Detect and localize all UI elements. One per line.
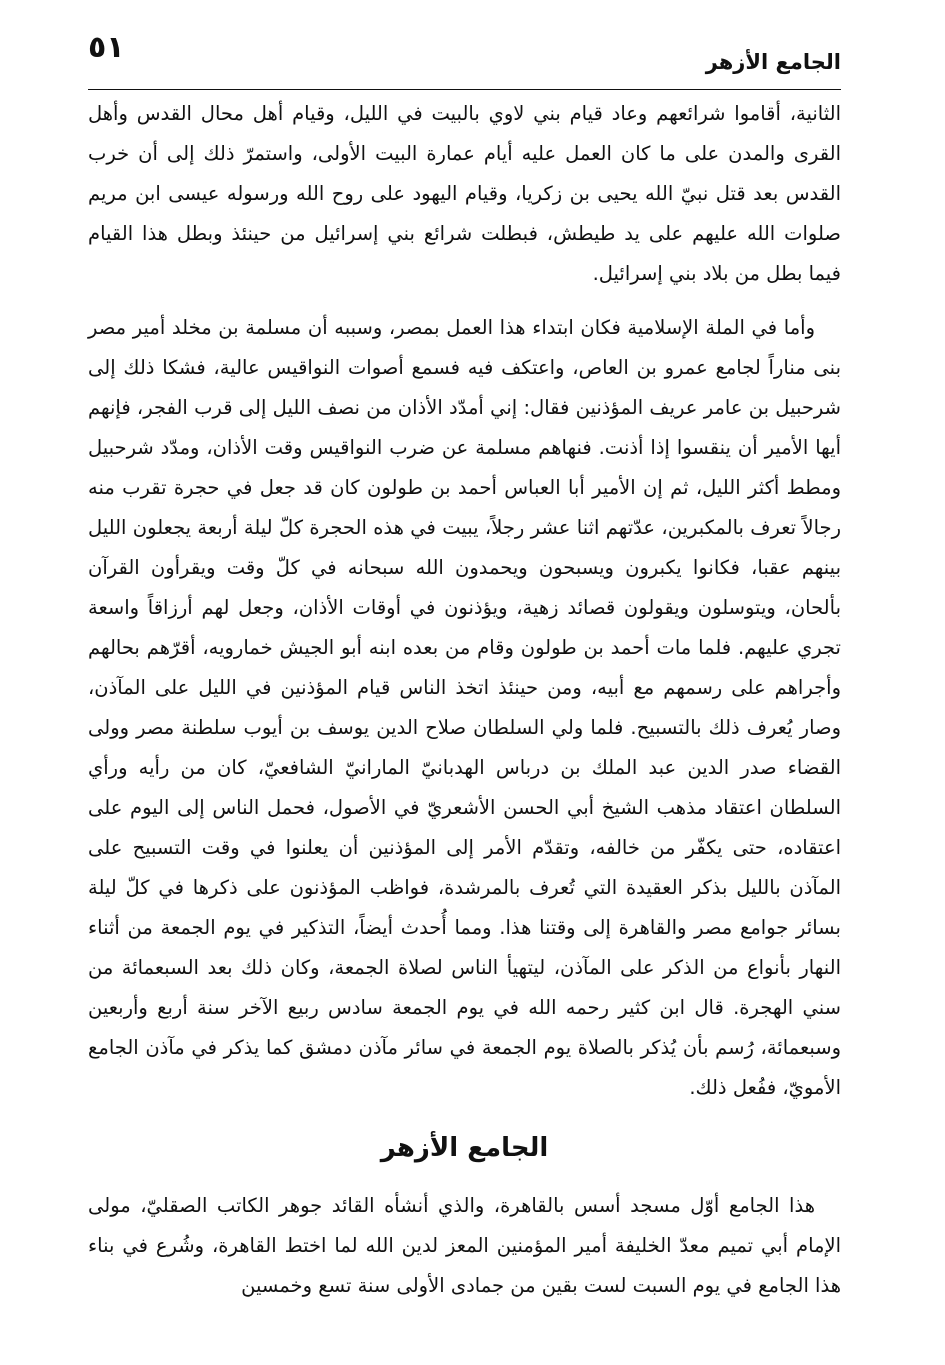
paragraph: الثانية، أقاموا شرائعهم وعاد قيام بني لاوي بالبيت في الليل، وقيام أهل محال القدس وأهل القرى والمدن على ما كان العمل عليه أيام عمارة البيت الأولى، واستمرّ ذلك إلى أن خرب القدس بعد قتل نبيّ الله يحيى بن زكريا، وقيام اليهود على روح الله ورسوله عيسى ابن مريم صلوات الله عليهم على يد طيطش، فبطلت شرائع بني إسرائيل من حينئذ وبطل هذا القيام فيما بطل من بلاد بني إسرائيل.	[88, 102, 841, 285]
main-text	[88, 94, 841, 1306]
page-number: ٥١	[88, 30, 125, 65]
section-heading: الجامع الأزهر	[380, 1133, 549, 1163]
running-header	[88, 30, 841, 82]
paragraph: وأما في الملة الإسلامية فكان ابتداء هذا العمل بمصر، وسببه أن مسلمة بن مخلد أمير مصر بنى مناراً لجامع عمرو بن العاص، واعتكف فيه فسمع أصوات النواقيس عالية، فشكا ذلك إلى شرحبيل بن عامر عريف المؤذنين فقال: إني أمدّد الأذان من نصف الليل إلى قرب الفجر، فإنهم أيها الأمير أن ينقسوا إذا أذنت. فنهاهم مسلمة عن ضرب النواقيس وقت الأذان، ومدّد شرحبيل ومطط أكثر الليل، ثم إن الأمير أبا العباس أحمد بن طولون كان قد جعل في حجرة تقرب منه رجالاً تعرف بالمكبرين، عدّتهم اثنا عشر رجلاً، يبيت في هذه الحجرة كلّ ليلة أربعة يجعلون الليل بينهم عقبا، فكانوا يكبرون ويسبحون ويحمدون الله سبحانه في كلّ وقت ويقرأون القرآن بألحان، ويتوسلون ويقولون قصائد زهية، ويؤذنون في أوقات الأذان، وجعل لهم أرزاقاً واسعة تجري عليهم. فلما مات أحمد بن طولون وقام من بعده ابنه أبو الجيش خمارويه، أقرّهم بحالهم وأجراهم على رسمهم مع أبيه، ومن حينئذ اتخذ الناس قيام المؤذنين في الليل على المآذن، وصار يُعرف ذلك بالتسبيح. فلما ولي السلطان صلاح الدين يوسف بن أيوب سلطنة مصر وولى القضاء صدر الدين عبد الملك بن درباس الهدبانيّ المارانيّ الشافعيّ، كان من رأيه ورأي السلطان اعتقاد مذهب الشيخ أبي الحسن الأشعريّ في الأصول، فحمل الناس إلى اليوم على اعتقاده، حتى يكفّر من خالفه، وتقدّم الأمر إلى المؤذنين أن يعلنوا في وقت التسبيح على المآذن بالليل بذكر العقيدة التي تُعرف بالمرشدة، فواظب المؤذنون على ذكرها في كلّ ليلة بسائر جوامع مصر والقاهرة إلى وقتنا هذا. ومما أُحدث أيضاً، التذكير في يوم الجمعة من أثناء النهار بأنواع من الذكر على المآذن، ليتهيأ الناس لصلاة الجمعة، وكان ذلك بعد السبعمائة من سني الهجرة. قال ابن كثير رحمه الله في يوم الجمعة سادس ربيع الآخر سنة أربع وأربعين وسبعمائة، رُسم بأن يُذكر بالصلاة يوم الجمعة في سائر مآذن دمشق كما يذكر في مآذن الجامع الأمويّ، ففُعل ذلك.	[88, 316, 841, 1099]
running-header-title: الجامع الأزهر	[705, 50, 841, 74]
paragraph: هذا الجامع أوّل مسجد أسس بالقاهرة، والذي أنشأه القائد جوهر الكاتب الصقليّ، مولى الإمام أبي تميم معدّ الخليفة أمير المؤمنين المعز لدين الله لما اختط القاهرة، وشُرع في بناء هذا الجامع في يوم السبت لست بقين من جمادى الأولى سنة تسع وخمسين	[88, 1194, 841, 1297]
header-rule	[88, 89, 841, 90]
